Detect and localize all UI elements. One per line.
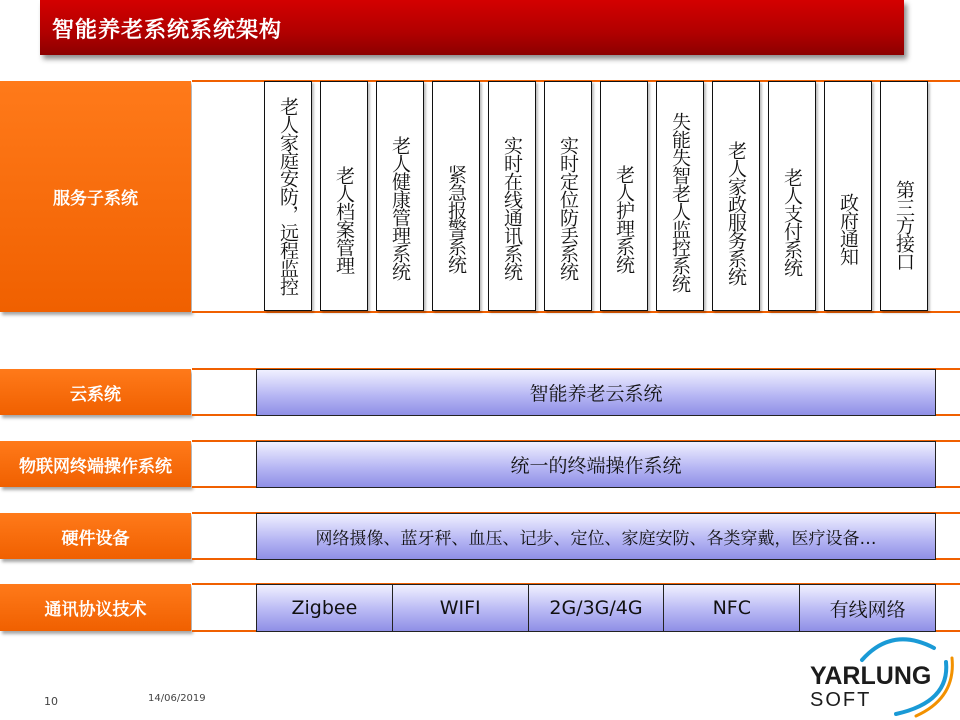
title-bar [40,0,904,55]
service-box-third-party-api [880,81,928,311]
footer-date: 14/06/2019 [148,693,206,704]
service-label: 政府通知 [837,193,859,265]
service-label: 老人家庭安防，远程监控 [277,97,299,295]
protocol-nfc: NFC [664,585,800,631]
service-box-government-notice [824,81,872,311]
service-label: 老人支付系统 [781,168,803,276]
row-label-service: 服务子系统 [0,81,191,312]
service-box-home-security [264,81,312,311]
iot-os-band: 统一的终端操作系统 [256,441,936,488]
service-label: 紧急报警系统 [445,165,467,273]
logo-main-text: YARLUNG [810,662,932,690]
protocol-wifi: WIFI [393,585,529,631]
protocol-cellular: 2G/3G/4G [529,585,665,631]
service-box-disabled-monitoring [656,81,704,311]
service-label: 第三方接口 [893,180,915,270]
service-box-online-communication [488,81,536,311]
service-label: 老人家政服务系统 [725,141,747,285]
cloud-system-band: 智能养老云系统 [256,369,936,416]
service-box-payment [768,81,816,311]
service-box-emergency-alarm [432,81,480,311]
row-label-protocol: 通讯协议技术 [0,584,191,631]
service-label: 老人健康管理系统 [389,136,411,280]
protocol-row [256,584,936,632]
hardware-band: 网络摄像、蓝牙秤、血压、记步、定位、家庭安防、各类穿戴，医疗设备… [256,513,936,560]
service-label: 失能失智老人监控系统 [669,112,691,292]
logo-sub-text: SOFT [810,689,872,711]
service-label: 老人护理系统 [613,165,635,273]
service-box-elder-care [600,81,648,311]
protocol-wired: 有线网络 [800,585,935,631]
row-label-iot-os: 物联网终端操作系统 [0,441,191,487]
row-label-cloud: 云系统 [0,369,191,415]
page-title: 智能养老系统系统架构 [52,18,283,43]
row-label-hardware: 硬件设备 [0,513,191,559]
service-label: 实时在线通讯系统 [501,136,523,280]
protocol-zigbee: Zigbee [257,585,393,631]
page-number: 10 [44,695,58,708]
company-logo [800,632,955,718]
service-box-elder-records [320,81,368,311]
service-box-health-management [376,81,424,311]
service-box-location-anti-loss [544,81,592,311]
service-label: 实时定位防丢系统 [557,136,579,280]
service-box-housekeeping [712,81,760,311]
service-label: 老人档案管理 [333,166,355,274]
